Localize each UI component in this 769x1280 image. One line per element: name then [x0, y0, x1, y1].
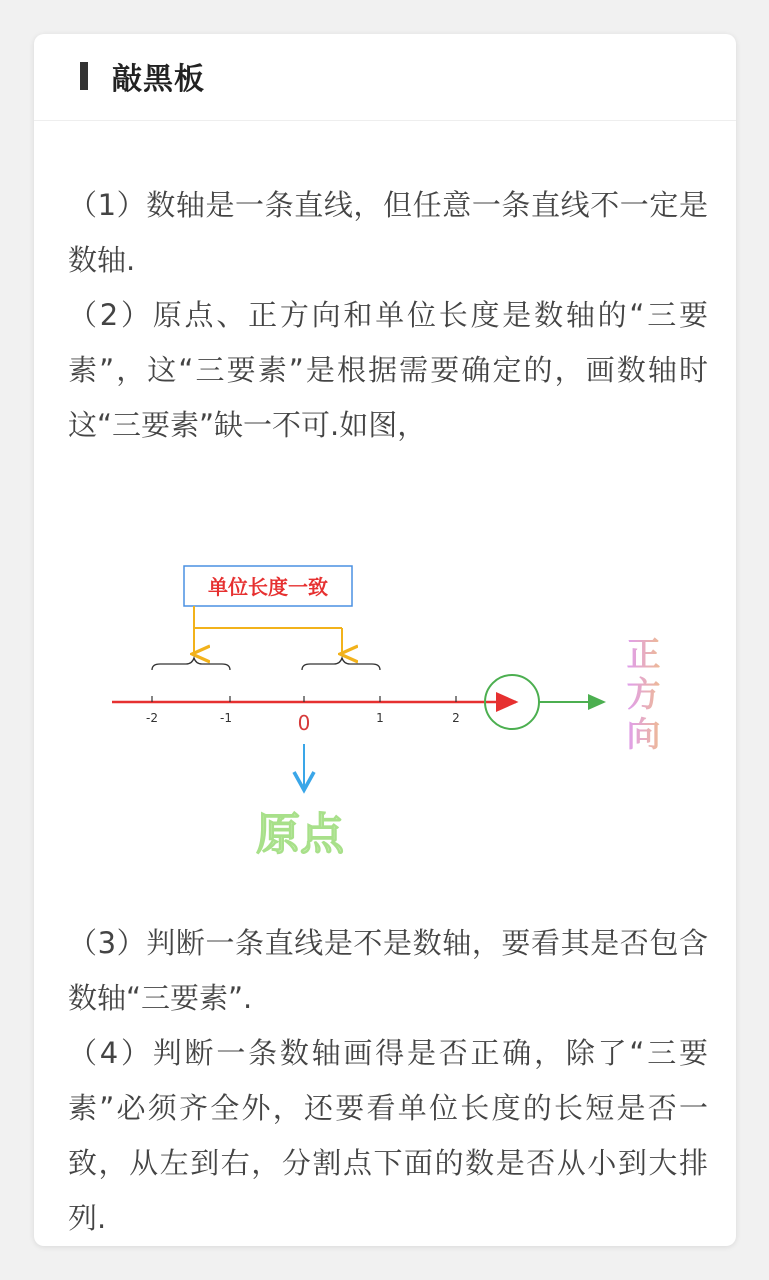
tick-label: 1	[376, 711, 384, 725]
blackboard-card	[34, 34, 736, 1246]
unit-length-label: 单位长度一致	[208, 575, 328, 599]
point-3-text: （3）判断一条直线是不是数轴，要看其是否包含数轴“三要素”.	[68, 926, 708, 1015]
direction-label: 正方向	[620, 636, 660, 756]
unit-connector-arrows	[194, 606, 342, 654]
zero-label: 0	[297, 711, 311, 735]
tick-label: -2	[146, 711, 158, 725]
point-1-text: （1）数轴是一条直线，但任意一条直线不一定是数轴.	[68, 188, 708, 277]
point-4-text: （4）判断一条数轴画得是否正确，除了“三要素”必须齐全外，还要看单位长度的长短是否一致，从左到右，分割点下面的数是否从小到大排列.	[68, 1036, 708, 1235]
header-accent-bar	[80, 62, 88, 90]
card-title: 敲黑板	[112, 62, 205, 97]
tick-label: 2	[452, 711, 460, 725]
card-header	[34, 34, 736, 121]
point-2-text: （2）原点、正方向和单位长度是数轴的“三要素”，这“三要素”是根据需要确定的，画数轴时这“三要素”缺一不可.如图，	[68, 298, 708, 442]
unit-brace-right	[302, 658, 380, 670]
origin-label: 原点	[256, 809, 344, 860]
unit-brace-left	[152, 658, 230, 670]
tick-label: -1	[220, 711, 232, 725]
number-line-figure	[34, 504, 736, 864]
